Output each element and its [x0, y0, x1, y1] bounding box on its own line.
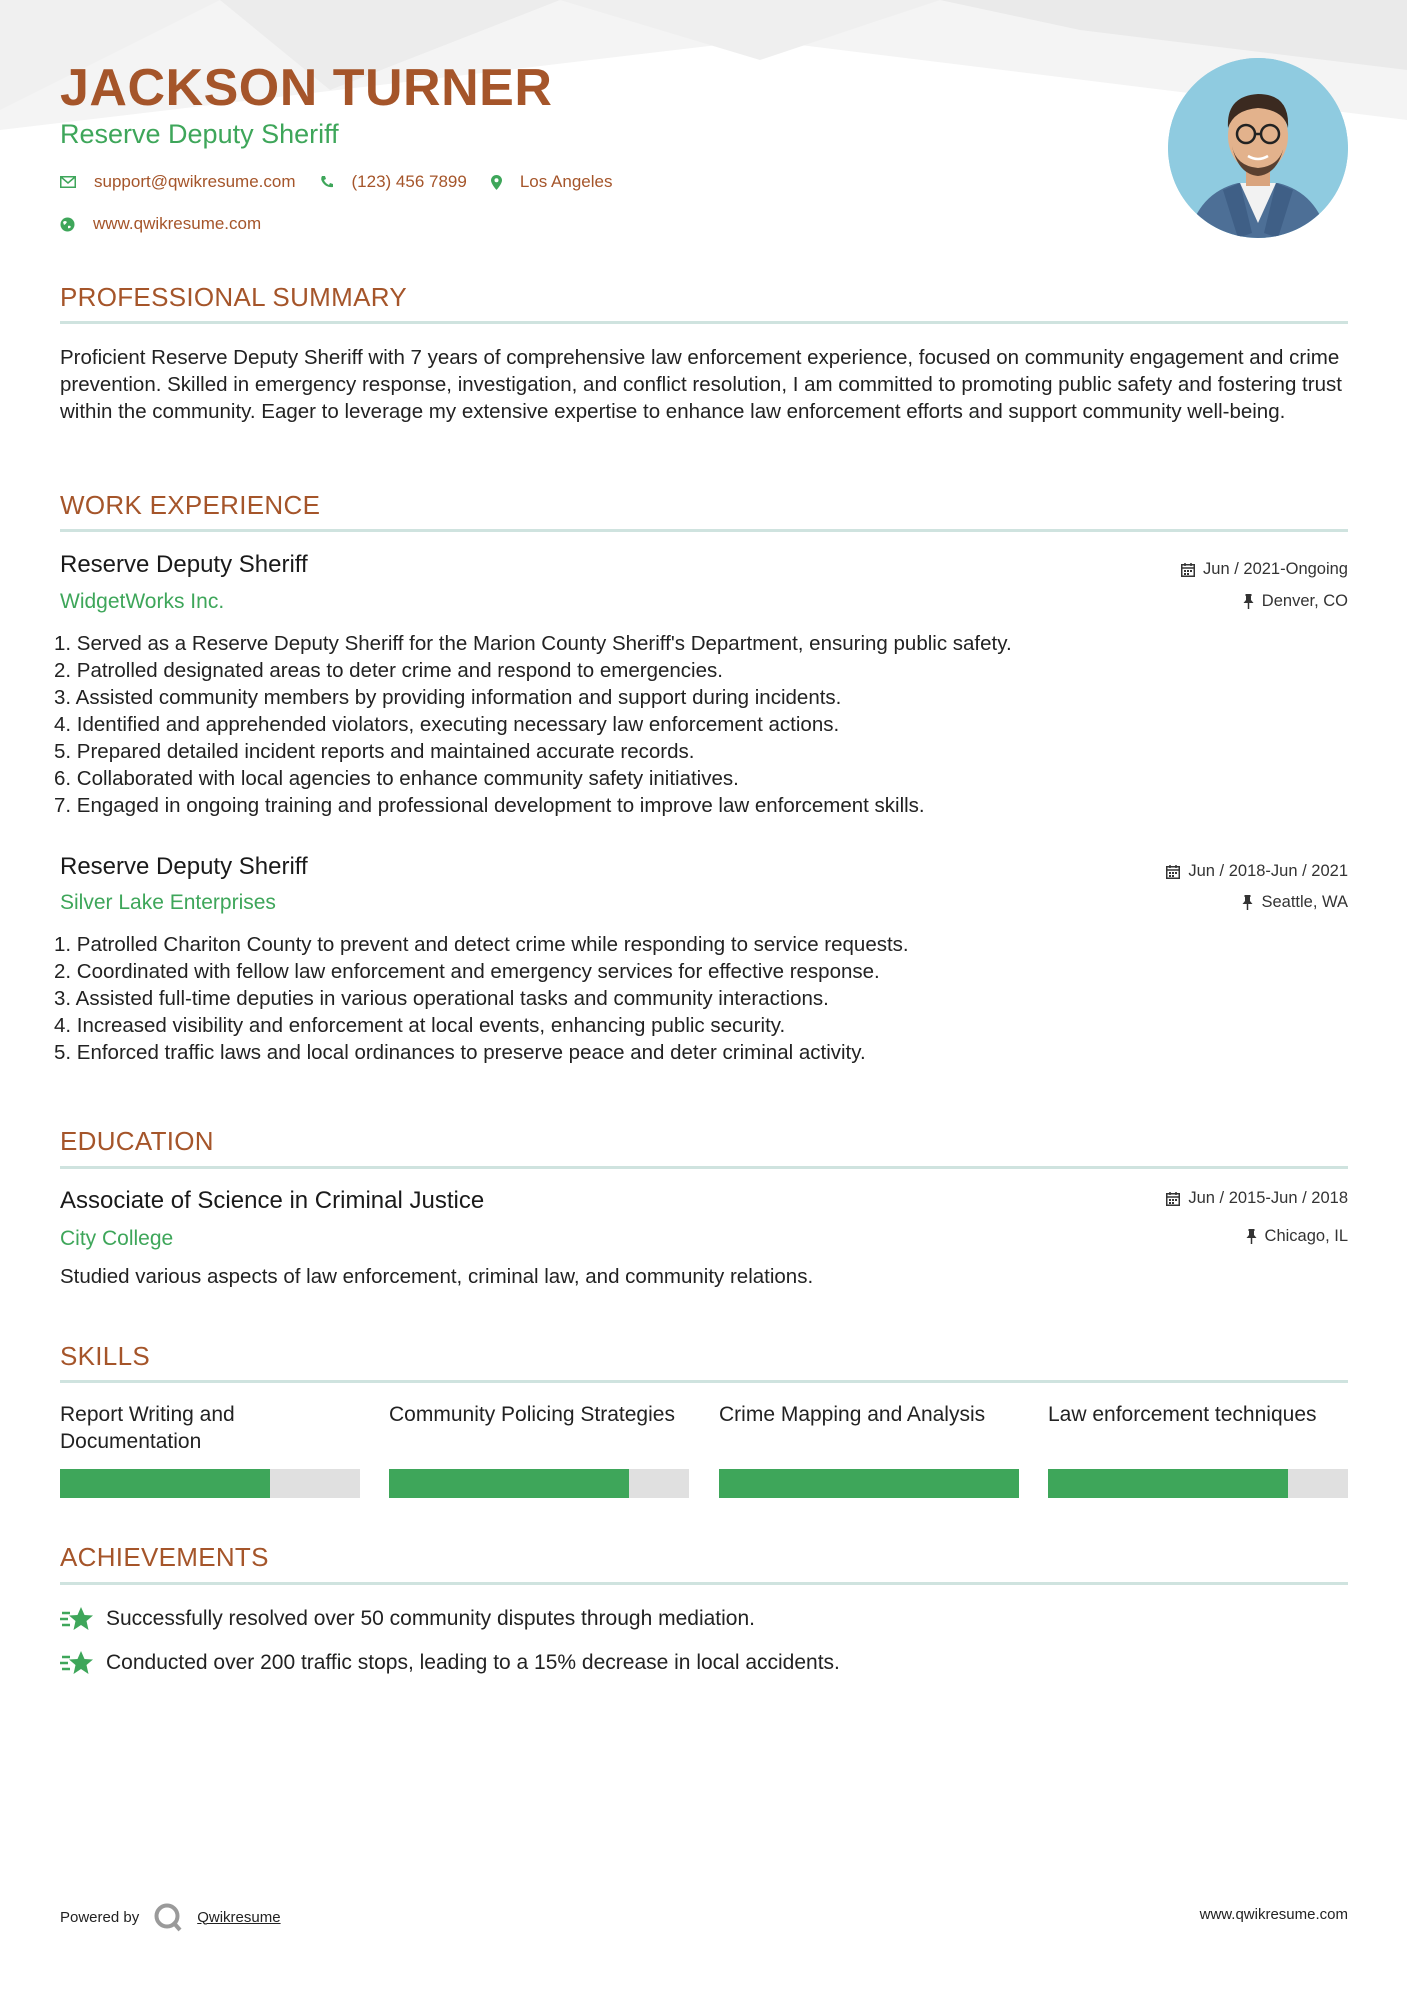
- skill-label: Community Policing Strategies: [389, 1403, 675, 1426]
- duty-list: [54, 630, 1344, 819]
- duty-item: 4. Identified and apprehended violators, executing necessary law enforcement actions.: [54, 713, 840, 736]
- pushpin-icon: [1243, 594, 1254, 609]
- skill-bar-fill: [719, 1469, 1019, 1498]
- achievements-heading: ACHIEVEMENTS: [60, 1542, 269, 1572]
- achievement-text: Conducted over 200 traffic stops, leading to a 15% decrease in local accidents.: [106, 1651, 840, 1674]
- skill-bar-fill: [389, 1469, 629, 1498]
- job-location: [1242, 893, 1348, 912]
- skill-bar: [60, 1469, 360, 1498]
- duty-item: 3. Assisted full-time deputies in various operational tasks and community interactions.: [54, 987, 829, 1010]
- company-name: Silver Lake Enterprises: [60, 891, 276, 914]
- skill-bar: [389, 1469, 689, 1498]
- location-text: Los Angeles: [519, 172, 613, 191]
- summary-heading: PROFESSIONAL SUMMARY: [60, 282, 407, 312]
- qwikresume-logo-icon: [153, 1902, 183, 1932]
- school-name: City College: [60, 1227, 174, 1250]
- website-contact[interactable]: [60, 214, 261, 234]
- duty-item: 3. Assisted community members by providing information and support during incidents.: [54, 686, 842, 709]
- star-award-icon: [60, 1605, 94, 1633]
- pushpin-icon: [1246, 1229, 1257, 1244]
- skill-label: Crime Mapping and Analysis: [719, 1403, 986, 1426]
- footer-website[interactable]: www.qwikresume.com: [1199, 1906, 1348, 1923]
- pushpin-icon: [1242, 895, 1253, 910]
- duty-item: 5. Prepared detailed incident reports and maintained accurate records.: [54, 740, 695, 763]
- skill-bar-fill: [60, 1469, 270, 1498]
- job-dates: [1181, 560, 1348, 579]
- section-divider: [60, 1380, 1348, 1383]
- skill-item: [389, 1401, 689, 1498]
- map-pin-icon: [491, 175, 502, 190]
- job-location-text: Seattle, WA: [1261, 893, 1348, 911]
- summary-text: Proficient Reserve Deputy Sheriff with 7 years of comprehensive law enforcement experience, focused on community engagement and crime prevention. Skilled in emergency response, investigation, and conflict resolution, I am committed to promoting public safety and fostering trust within the community. Eager to leverage my extensive expertise to enhance law enforcement efforts and support community well-being.: [60, 346, 1342, 423]
- job-title: Reserve Deputy Sheriff: [60, 853, 308, 880]
- education-dates-text: Jun / 2015-Jun / 2018: [1188, 1189, 1348, 1207]
- duty-item: 2. Patrolled designated areas to deter crime and respond to emergencies.: [54, 659, 723, 682]
- section-divider: [60, 321, 1348, 324]
- duty-item: 1. Patrolled Chariton County to prevent and detect crime while responding to service requests.: [54, 933, 909, 956]
- section-divider: [60, 1582, 1348, 1585]
- qwikresume-link[interactable]: Qwikresume: [197, 1908, 281, 1926]
- duty-item: 1. Served as a Reserve Deputy Sheriff for the Marion County Sheriff's Department, ensuring public safety.: [54, 632, 1012, 655]
- skill-bar: [719, 1469, 1019, 1498]
- calendar-icon: [1181, 563, 1195, 577]
- phone-icon: [320, 175, 334, 189]
- section-divider: [60, 1166, 1348, 1169]
- calendar-icon: [1166, 1192, 1180, 1206]
- email-text: support@qwikresume.com: [94, 172, 296, 191]
- website-row: [60, 214, 285, 234]
- job-dates-text: Jun / 2021-Ongoing: [1203, 560, 1348, 578]
- candidate-title: Reserve Deputy Sheriff: [60, 119, 339, 149]
- degree-title: Associate of Science in Criminal Justice: [60, 1187, 485, 1214]
- skill-label: Law enforcement techniques: [1048, 1403, 1317, 1426]
- duty-item: 6. Collaborated with local agencies to enhance community safety initiatives.: [54, 767, 739, 790]
- education-heading: EDUCATION: [60, 1126, 214, 1156]
- envelope-icon: [60, 176, 76, 188]
- job-location: [1243, 592, 1348, 611]
- email-contact[interactable]: [60, 172, 296, 192]
- globe-icon: [60, 217, 75, 232]
- job-dates: [1166, 862, 1348, 881]
- job-location-text: Denver, CO: [1261, 592, 1348, 610]
- skill-item: [719, 1401, 1019, 1498]
- duty-item: 2. Coordinated with fellow law enforcement and emergency services for effective response.: [54, 960, 880, 983]
- duty-item: 5. Enforced traffic laws and local ordinances to preserve peace and deter criminal activity.: [54, 1041, 866, 1064]
- education-location-text: Chicago, IL: [1264, 1227, 1348, 1245]
- star-award-icon: [60, 1649, 94, 1677]
- job-dates-text: Jun / 2018-Jun / 2021: [1188, 862, 1348, 880]
- phone-contact[interactable]: [320, 172, 467, 192]
- website-text: www.qwikresume.com: [93, 214, 262, 233]
- calendar-icon: [1166, 865, 1180, 879]
- skill-item: [1048, 1401, 1348, 1498]
- powered-by-label: Powered by: [60, 1908, 140, 1926]
- phone-text: (123) 456 7899: [351, 172, 467, 191]
- skill-bar-fill: [1048, 1469, 1288, 1498]
- education-dates: [1166, 1189, 1348, 1208]
- skill-bar: [1048, 1469, 1348, 1498]
- footer-powered-by: [60, 1902, 281, 1932]
- contact-row: [60, 172, 636, 192]
- section-divider: [60, 529, 1348, 532]
- skill-item: [60, 1401, 360, 1498]
- candidate-name: JACKSON TURNER: [60, 59, 553, 117]
- duty-list: [54, 931, 1344, 1066]
- company-name: WidgetWorks Inc.: [60, 590, 225, 613]
- location-contact: [491, 172, 613, 192]
- education-location: [1246, 1227, 1348, 1246]
- achievement-item: [60, 1649, 840, 1677]
- skill-label: Report Writing and Documentation: [60, 1403, 235, 1453]
- job-title: Reserve Deputy Sheriff: [60, 551, 308, 578]
- skills-heading: SKILLS: [60, 1341, 150, 1371]
- profile-photo: [1168, 58, 1348, 238]
- experience-heading: WORK EXPERIENCE: [60, 490, 321, 520]
- education-description: Studied various aspects of law enforcement, criminal law, and community relations.: [60, 1265, 814, 1288]
- achievement-item: [60, 1605, 755, 1633]
- achievement-text: Successfully resolved over 50 community disputes through mediation.: [106, 1607, 755, 1630]
- duty-item: 4. Increased visibility and enforcement at local events, enhancing public security.: [54, 1014, 786, 1037]
- duty-item: 7. Engaged in ongoing training and professional development to improve law enforcement skills.: [54, 794, 925, 817]
